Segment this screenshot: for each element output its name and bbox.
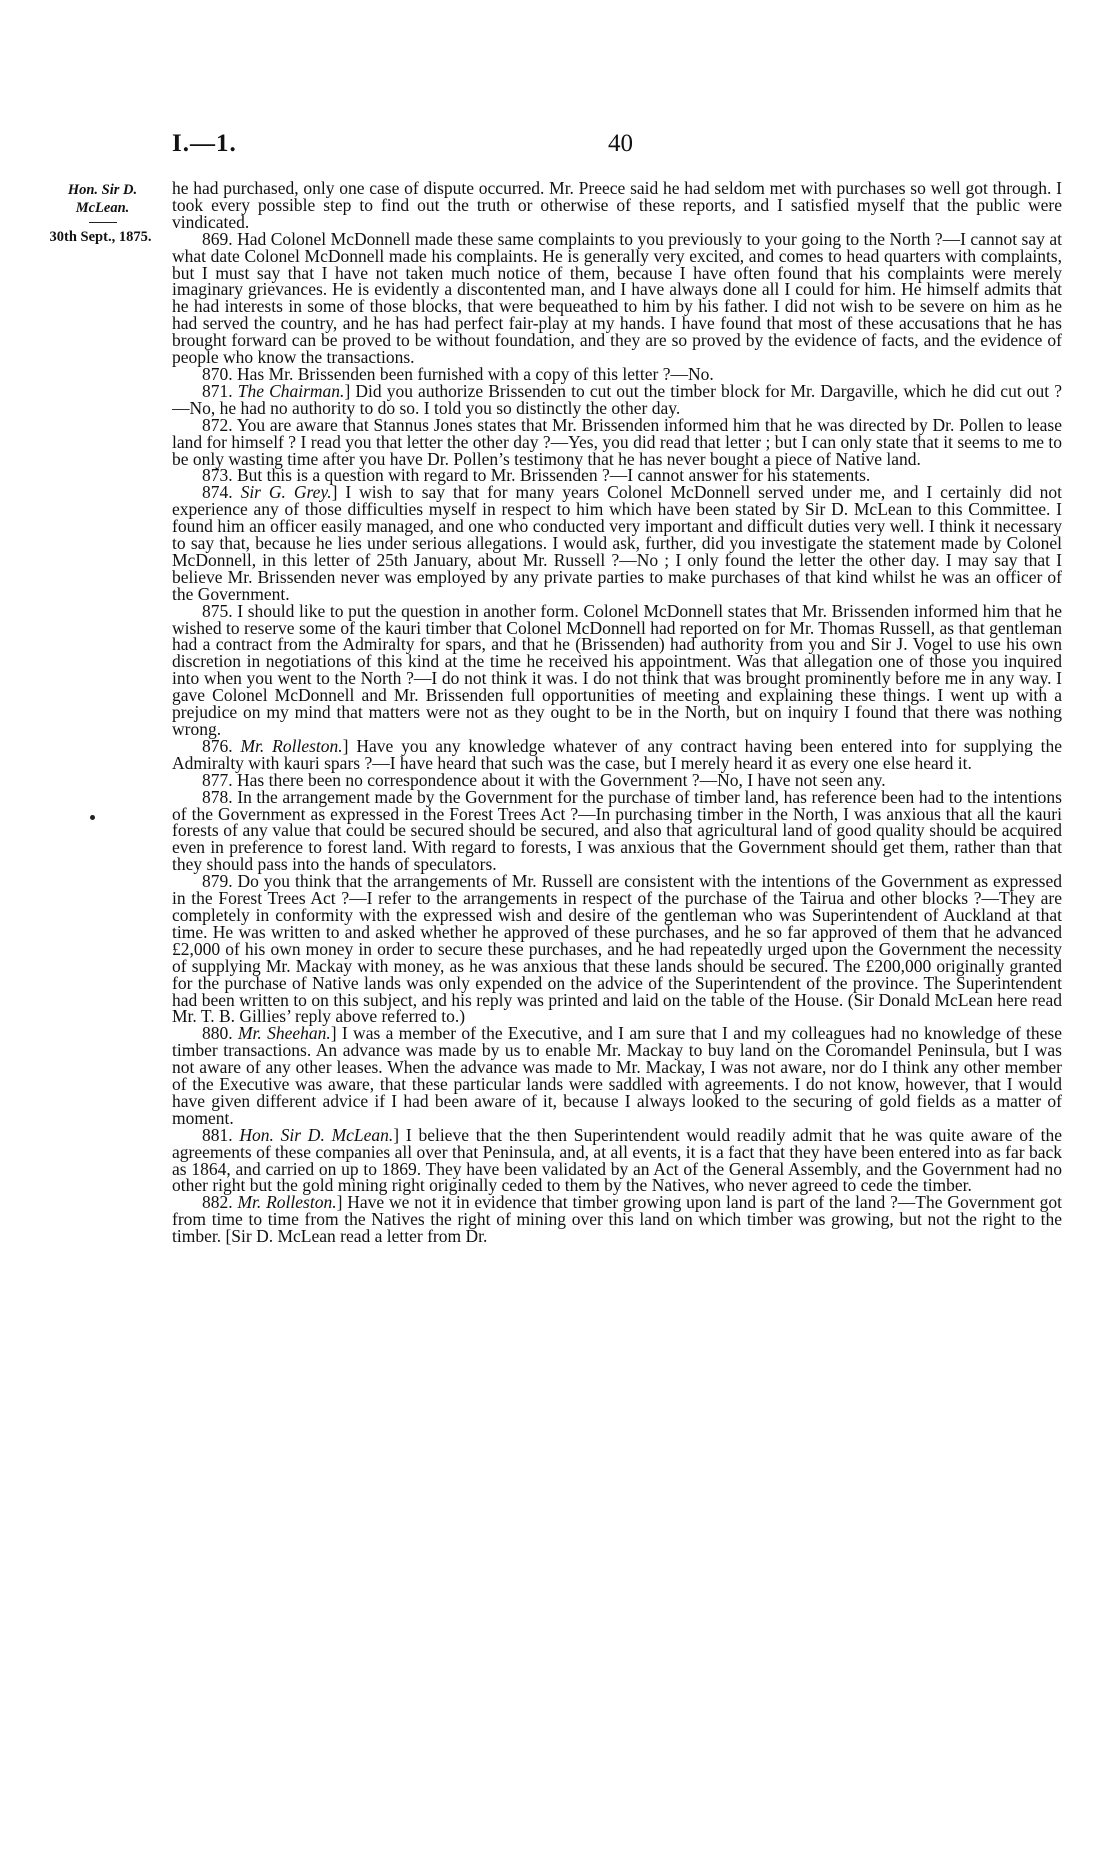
page-header <box>172 130 1062 164</box>
evidence-paragraph <box>172 600 1062 739</box>
paragraph-text: 879. Do you think that the arrangements of Mr. Russell are consistent with the intentions of the Government as expressed in the Forest Trees Act ?—I refer to the arrangements in respect of the purchase of the Tairua and other blocks ?—They are completely in conformity with the expressed wish and desire of the gentleman who was Superintendent of Auckland at that time. He was written to and asked whether he approved of these purchases, and he so far approved of them that he advanced £2,000 of his own money in order to secure these purchases, and he had repeatedly urged upon the Government the necessity of supplying Mr. Mackay with money, as he was anxious that these lands should be secured. The £200,000 originally granted for the purchase of Native lands was only expended on the advice of the Superintendent of the province. The Superintendent had been written to on this subject, and his reply was printed and laid on the table of the House. (Sir Donald McLean here read Mr. T. B. Gillies’ reply above referred to.) <box>172 871 1062 1027</box>
evidence-paragraph <box>172 1194 1062 1245</box>
speaker-name: Hon. Sir D. McLean. <box>239 1124 394 1145</box>
paragraph-text: ] Have we not it in evidence that timber growing upon land is part of the land ?—The Government got from time to time from the Natives the right of mining over this land on which timber was growing, but not the right to the timber. [Sir D. McLean read a letter from Dr. <box>172 1192 1062 1247</box>
evidence-paragraph <box>172 380 1063 418</box>
paragraph-text: 882. <box>202 1192 238 1213</box>
evidence-paragraph <box>172 1124 1063 1196</box>
report-reference: I.—1. <box>172 130 237 157</box>
speaker-name: Mr. Sheehan. <box>237 1023 331 1044</box>
paragraph-text: ] Have you any knowledge whatever of any contract having been entered into for supplying the Admiralty with kauri spars ?—I have heard that such was the case, but I merely heard it as every one else heard it. <box>172 735 1062 773</box>
evidence-text <box>172 180 1062 1245</box>
evidence-paragraph <box>172 414 1062 469</box>
paragraph-text: 874. <box>202 482 241 503</box>
paragraph-text: 870. Has Mr. Brissenden been furnished with a copy of this letter ?—No. <box>202 363 714 384</box>
paragraph-text: ] I was a member of the Executive, and I am sure that I and my colleagues had no knowledge of these timber transactions. An advance was made by us to enable Mr. Mackay to buy land on the Coromandel Peninsula, but I was not aware of any other leases. When the advance was made to Mr. Mackay, I was not aware, nor do I think any other member of the Executive was aware, that these particular lands were saddled with agreements. I do not know, however, that I would have given different advice if I had been aware of it, because I always looked to the securing of gold fields as a matter of moment. <box>172 1023 1063 1128</box>
margin-witness-name-line2: McLean. <box>75 200 130 216</box>
speaker-name: Mr. Rolleston. <box>240 735 343 756</box>
margin-divider <box>89 222 117 223</box>
margin-date: 30th Sept., 1875. <box>49 229 152 245</box>
paragraph-text: 880. <box>202 1023 238 1044</box>
paragraph-text: 878. In the arrangement made by the Government for the purchase of timber land, has reference been had to the intentions of the Government as expressed in the Forest Trees Act ?—In purchasing timber in the North, I was anxious that all the kauri forests of any value that could be secured should be secured, and also that agricultural land of good quality should be acquired even in preference to forest land. With regard to forests, I was anxious that the Government should get them, rather than that they should pass into the hands of speculators. <box>172 786 1062 875</box>
paragraph-text: he had purchased, only one case of dispute occurred. Mr. Preece said he had seldom met with purchases so well got through. I took every possible step to find out the truth or otherwise of these reports, and I satisfied myself that the public were vindicated. <box>172 178 1062 232</box>
evidence-paragraph <box>172 1025 1062 1126</box>
paragraph-text: 881. <box>202 1124 240 1145</box>
paragraph-text: ] I believe that the then Superintendent would readily admit that he was quite aware of the agreements of these companies all over that Peninsula, and, at all events, it is a fact that they have been entered into as far back as 1864, and carried on up to 1869. They have been validated by an Act of the General Assembly, and the Government had no other right but the gold mining right originally ceded to them by the Natives, who never agreed to cede the timber. <box>172 1124 1063 1196</box>
paragraph-text: 872. You are aware that Stannus Jones states that Mr. Brissenden informed him that he was directed by Dr. Pollen to lease land for himself ? I read you that letter the other day ?—Yes, you did read that letter ; but I can only state that it seems to me to be only wasting time after you have Dr. Pollen’s testimony that he has never bought a piece of Native land. <box>172 414 1062 469</box>
speaker-name: Mr. Rolleston. <box>237 1192 337 1213</box>
paragraph-text: ] I wish to say that for many years Colonel McDonnell served under me, and I certainly did not experience any of those difficulties myself in respect to him which have been stated by Sir D. McLean to this Committee. I found him an officer easily managed, and one who conducted very important and difficult duties very well. I think it necessary to say that, because he lies under serious allegations. I would ask, further, did you investigate the statement made by Colonel McDonnell, in this letter of 25th January, about Mr. Russell ?—No ; I only found the letter the other day. I may say that I believe Mr. Brissenden never was employed by any private parties to make purchases of that kind whilst he was an officer of the Government. <box>172 482 1062 604</box>
speaker-name: The Chairman. <box>237 380 345 401</box>
evidence-paragraph <box>172 228 1062 368</box>
paragraph-text: 873. But this is a question with regard to Mr. Brissenden ?—I cannot answer for his statements. <box>202 465 871 486</box>
paragraph-text: ] Did you authorize Brissenden to cut out the timber block for Mr. Dargaville, which he did cut out ?—No, he had no authority to do so. I told you so distinctly the other day. <box>172 380 1063 418</box>
margin-note <box>30 181 175 246</box>
evidence-paragraph <box>172 873 1062 1025</box>
page-number: 40 <box>608 130 633 157</box>
paragraph-text: 869. Had Colonel McDonnell made these same complaints to you previously to your going to the North ?—I cannot say at what date Colonel McDonnell made his complaints. He is generally very excited, and comes to head quarters with complaints, but I must say that I have not taken much notice of them, because I have often found that his complaints were merely imaginary grievances. He is evidently a discontented man, and I have always done all I could for him. He himself admits that he had interests in some of those blocks, that were bequeathed to him by his father. I did not wish to be severe on him as he had served the country, and he has had perfect fair-play at my hands. I have found that most of these accusations that he has brought forward can be proved to be without foundation, and they are so proved by the evidence of facts, and the evidence of people who know the transactions. <box>172 228 1062 368</box>
speaker-name: Sir G. Grey. <box>240 482 332 503</box>
margin-witness-name-line1: Hon. Sir D. <box>67 182 138 198</box>
paragraph-text: 877. Has there been no correspondence about it with the Government ?—No, I have not seen any. <box>202 769 886 790</box>
margin-dot-mark <box>90 815 95 820</box>
paragraph-text: 876. <box>202 735 241 756</box>
evidence-paragraph <box>172 180 1062 231</box>
paragraph-text: 875. I should like to put the question in another form. Colonel McDonnell states that Mr. Brissenden informed him that he wished to reserve some of the kauri timber that Colonel McDonnell had reported on for Mr. Thomas Russell, as that gentleman had a contract from the Admiralty for spars, and that he (Brissenden) had authority from you and Sir J. Vogel to use his own discretion in negotiations of this kind at the time he received his appointment. Was that allegation one of those you inquired into when you went to the North ?—I do not think it was. I do not think that was brought prominently before me in any way. I gave Colonel McDonnell and Mr. Brissenden full opportunities of meeting and explaining these things. I went up with a prejudice on my mind that matters were not as they ought to be in the North, but on inquiry I found that there was nothing wrong. <box>172 600 1062 739</box>
evidence-paragraph <box>172 735 1062 773</box>
evidence-paragraph <box>172 786 1062 875</box>
evidence-paragraph <box>172 484 1062 602</box>
paragraph-text: 871. <box>202 380 238 401</box>
